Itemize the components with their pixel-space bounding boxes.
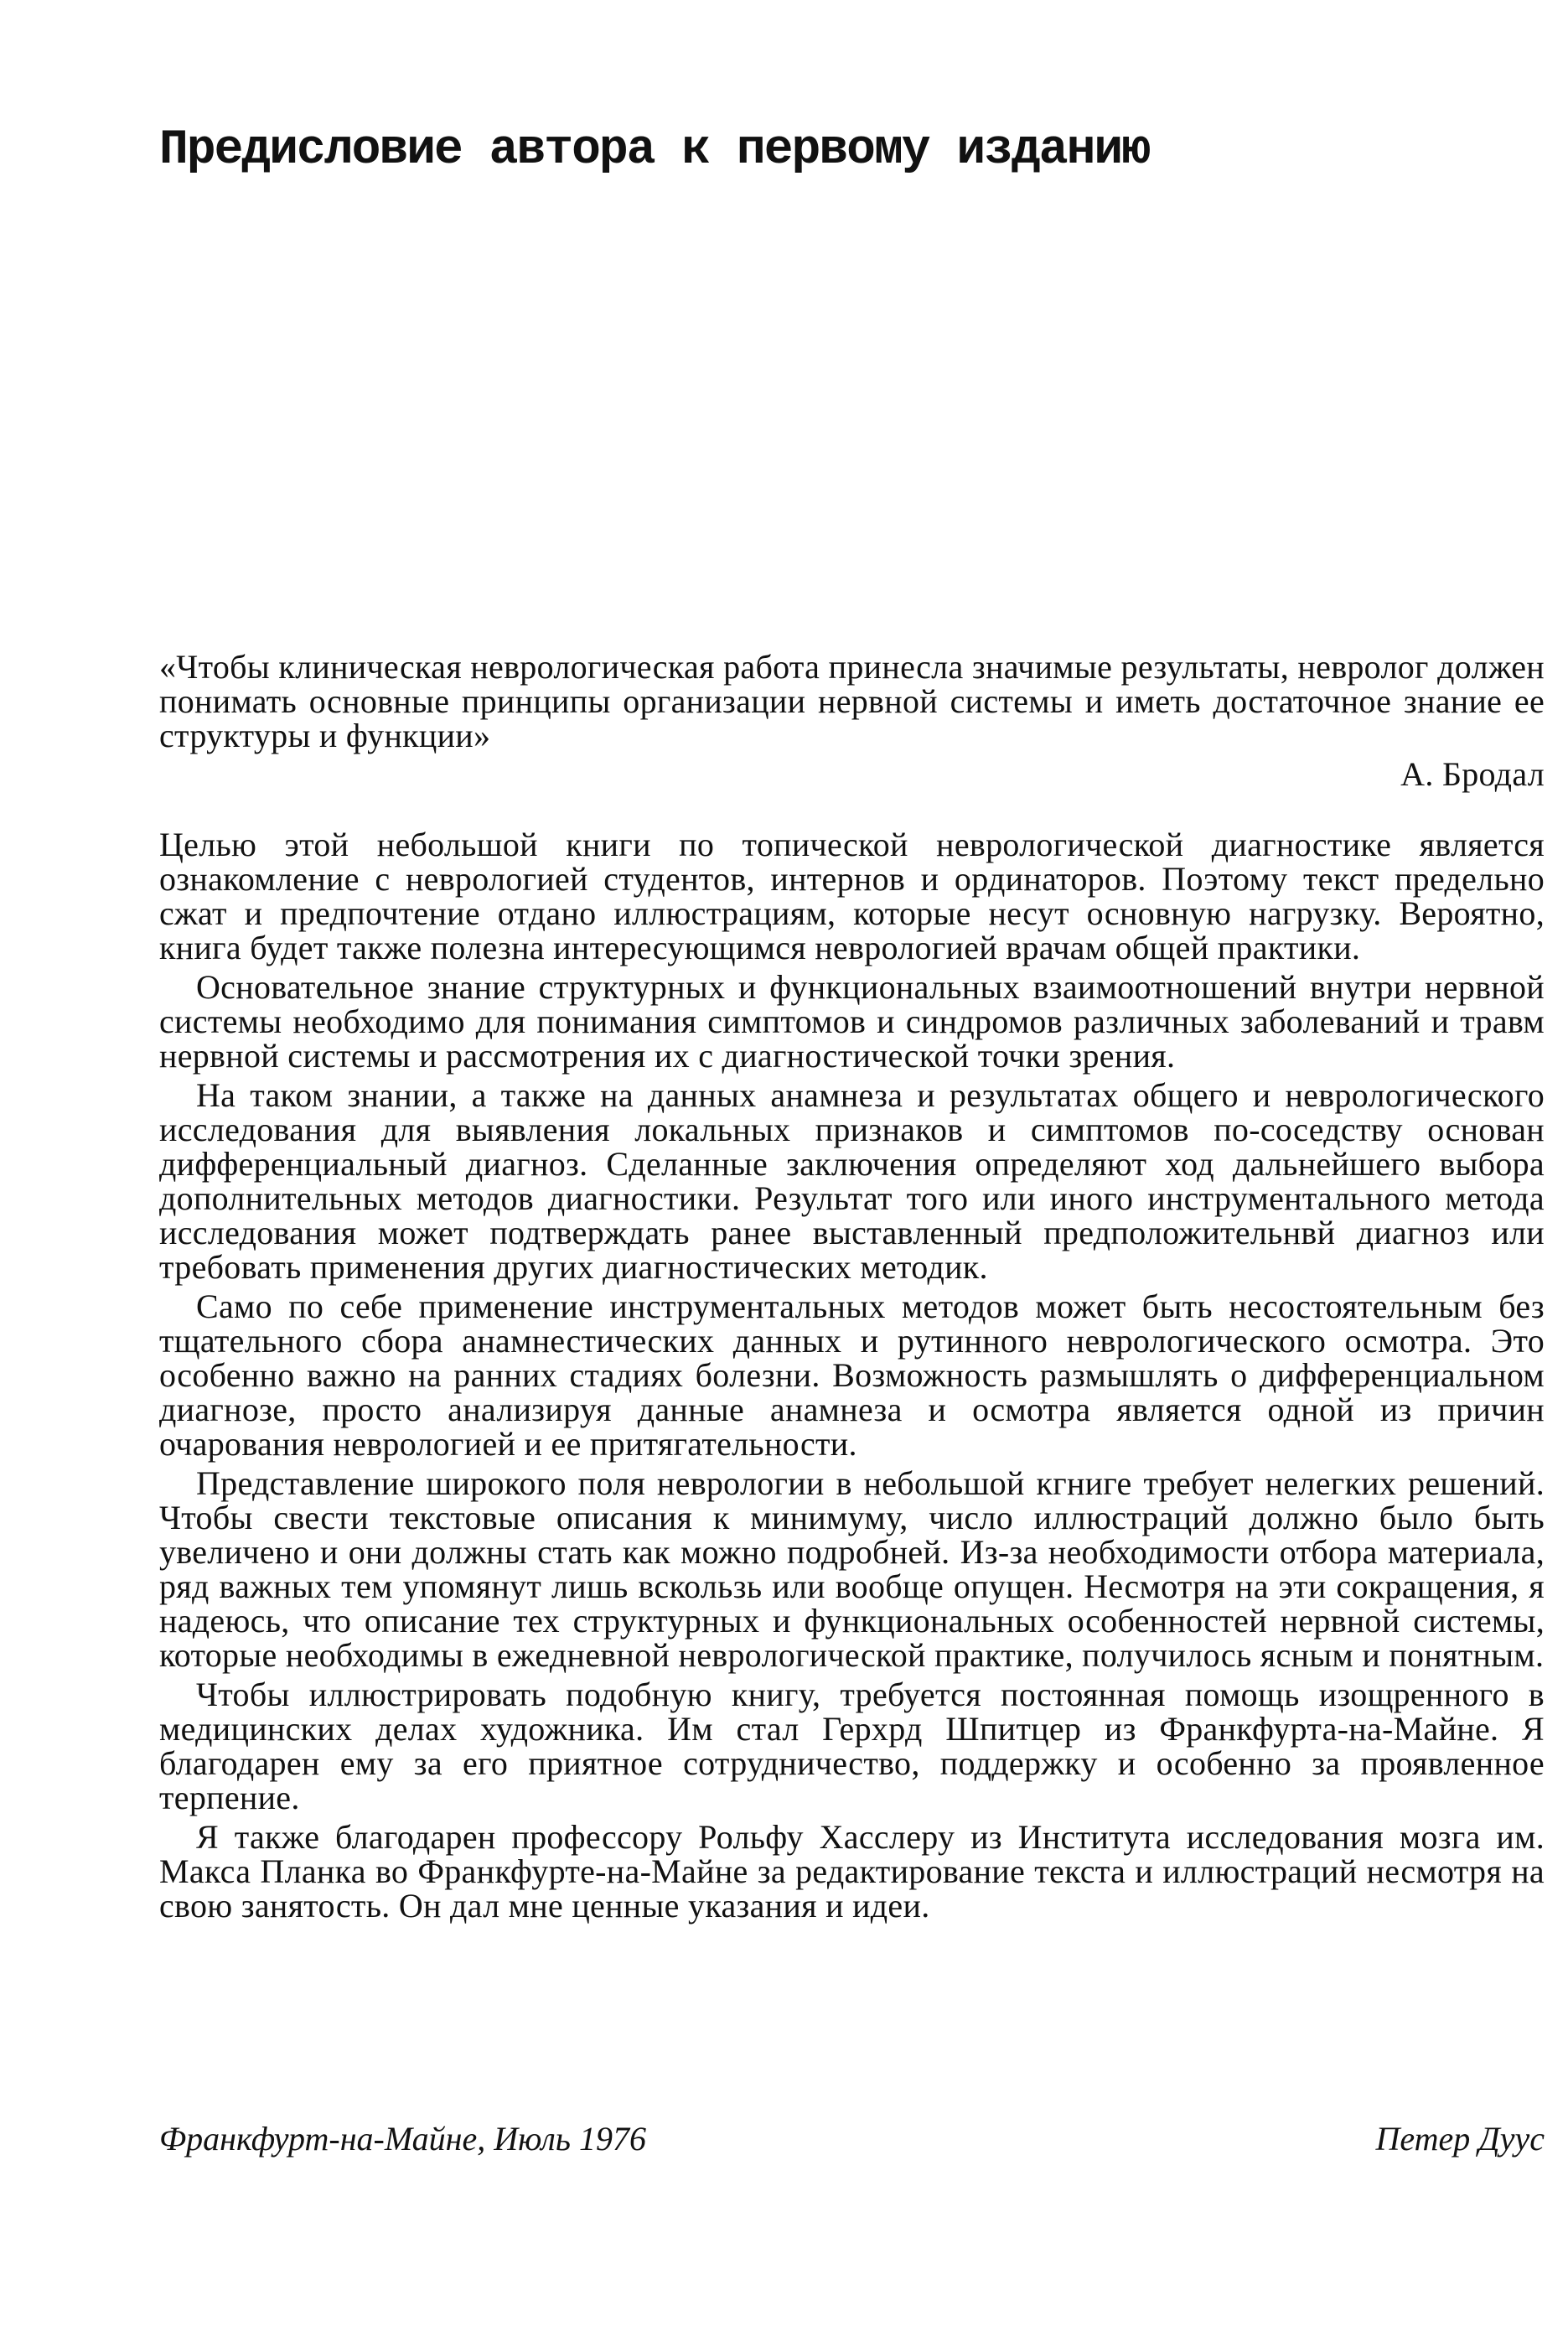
signature-place-date: Франкфурт-на-Майне, Июль 1976 bbox=[159, 2120, 646, 2158]
paragraph: Целью этой небольшой книги по топической неврологической диагностике является ознакомление с неврологией студентов, интернов и ординаторов. Поэтому текст предельно сжат и предпочтение отдано иллюстрациям, которые несут основную нагрузку. Вероятно, книга будет также полезна интересующимся неврологией врачам общей практики. bbox=[159, 826, 1545, 966]
epigraph-quote: «Чтобы клиническая неврологическая работа принесла значимые результаты, невролог должен понимать основные принципы организации нервной системы и иметь достаточное знание ее структуры и функции» bbox=[159, 648, 1545, 754]
paragraph: Чтобы иллюстрировать подобную книгу, требуется постоянная помощь изощренного в медицинских делах художника. Им стал Герхрд Шпитцер из Франкфурта-на-Майне. Я благодарен ему за его приятное сотрудничество, поддержку и особенно за проявленное терпение. bbox=[159, 1676, 1545, 1816]
paragraph: Само по себе применение инструментальных методов может быть несостоятельным без тщательного сбора анамнестических данных и рутинного неврологического осмотра. Это особенно важно на ранних стадиях болезни. Возможность размышлять о дифференциальном диагнозе, просто анализируя данные анамнеза и осмотра является одной из причин очарования неврологией и ее притягательности. bbox=[159, 1287, 1545, 1463]
paragraph: На таком знании, а также на данных анамнеза и результатах общего и неврологического исследования для выявления локальных признаков и симптомов по-соседству основан дифференциальный диагноз. Сделанные заключения определяют ход дальнейшего выбора дополнительных методов диагностики. Результат того или иного инструментального метода исследования может подтверждать ранее выставленный предположительнвй диагноз или требовать применения других диагностических методик. bbox=[159, 1076, 1545, 1286]
signature-line bbox=[159, 2121, 1545, 2158]
epigraph-author: А. Бродал bbox=[1400, 755, 1545, 793]
preface-body bbox=[159, 827, 1545, 1928]
paragraph: Я также благодарен профессору Рольфу Хасслеру из Института исследования мозга им. Макса Планка во Франкфурте-на-Майне за редактирование текста и иллюстраций несмотря на свою занятость. Он дал мне ценные указания и идеи. bbox=[159, 1818, 1545, 1925]
signature-author: Петер Дуус bbox=[1375, 2120, 1545, 2158]
paragraph: Основательное знание структурных и функциональных взаимоотношений внутри нервной системы необходимо для понимания симптомов и синдромов различных заболеваний и травм нервной системы и рассмотрения их с диагностической точки зрения. bbox=[159, 968, 1545, 1075]
epigraph bbox=[159, 650, 1545, 791]
paragraph: Представление широкого поля неврологии в небольшой кгниге требует нелегких решений. Чтобы свести текстовые описания к минимуму, число иллюстраций должно было быть увеличено и они должны стать как можно подробней. Из-за необходимости отбора материала, ряд важных тем упомянут лишь вскользь или вообще опущен. Несмотря на эти сокращения, я надеюсь, что описание тех структурных и функциональных особенностей нервной системы, которые необходимы в ежедневной неврологической практике, получилось ясным и понятным. bbox=[159, 1464, 1545, 1674]
page-title: Предисловие автора к первому изданию bbox=[159, 123, 1150, 178]
